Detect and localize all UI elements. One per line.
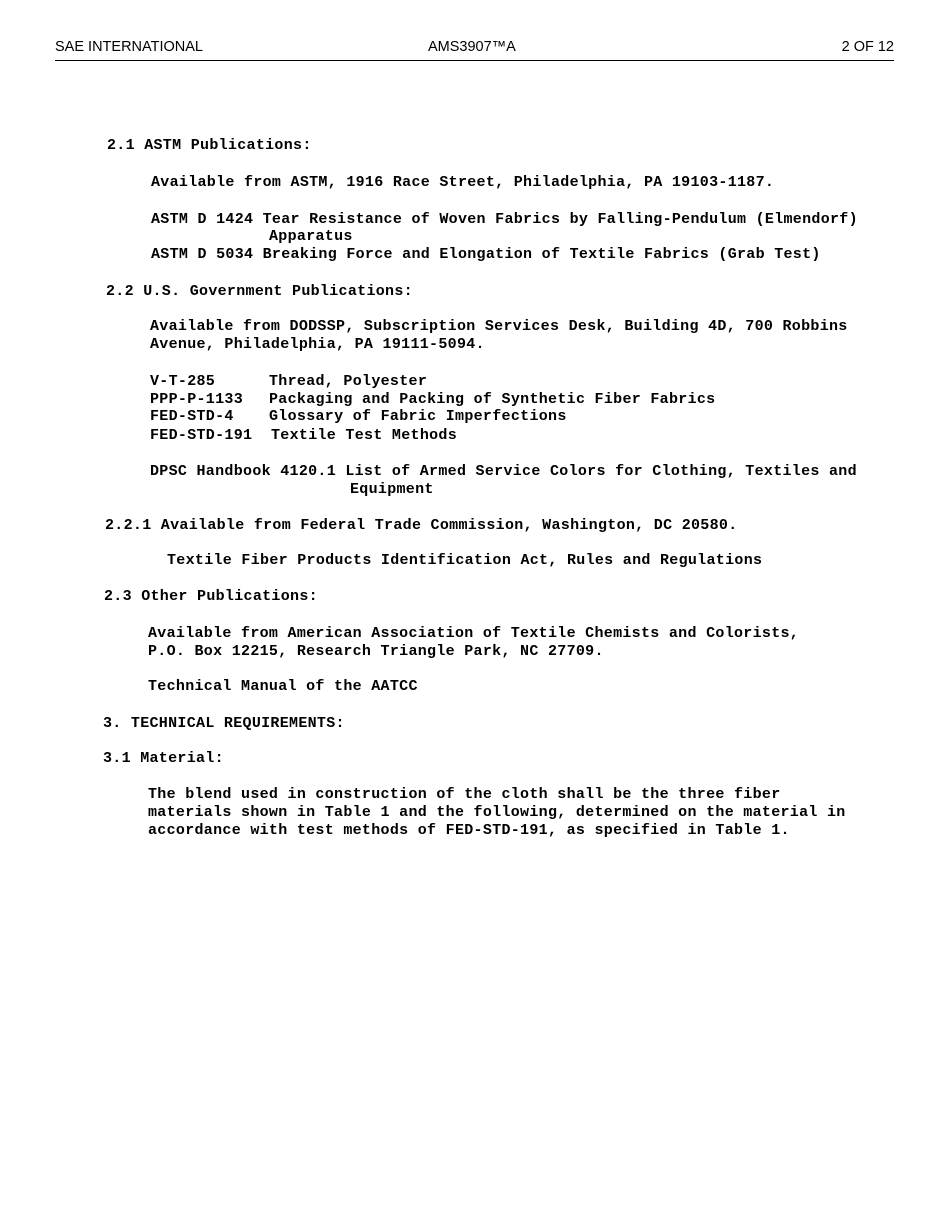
header-doc-number: AMS3907™A [428,39,516,55]
doc-title: Glossary of Fabric Imperfections [269,408,567,425]
section-2-2-available-line2: Avenue, Philadelphia, PA 19111-5094. [150,336,485,353]
ref-astm-d5034: ASTM D 5034 Breaking Force and Elongation of Textile Fabrics (Grab Test) [151,246,821,263]
doc-code: FED-STD-191 [150,427,253,444]
page-header [55,38,894,61]
doc-code: V-T-285 [150,373,216,390]
section-2-3-item: Technical Manual of the AATCC [148,678,418,695]
section-3-1-body-line3: accordance with test methods of FED-STD-191, as specified in Table 1. [148,822,790,839]
doc-title: Textile Test Methods [271,427,458,444]
section-2-3-available-line1: Available from American Association of Textile Chemists and Colorists, [148,625,800,642]
dpsc-handbook-line2: Equipment [350,481,434,498]
section-2-3-available-line2: P.O. Box 12215, Research Triangle Park, NC 27709. [148,643,604,660]
section-2-1-available: Available from ASTM, 1916 Race Street, Philadelphia, PA 19103-1187. [151,174,775,191]
section-2-2-available-line1: Available from DODSSP, Subscription Services Desk, Building 4D, 700 Robbins [150,318,848,335]
section-2-2-heading: 2.2 U.S. Government Publications: [106,283,413,300]
ref-astm-d1424-line1: ASTM D 1424 Tear Resistance of Woven Fabrics by Falling-Pendulum (Elmendorf) [151,211,858,228]
section-2-3-heading: 2.3 Other Publications: [104,588,318,605]
doc-title: Packaging and Packing of Synthetic Fiber Fabrics [269,391,716,408]
section-3-1-body-line1: The blend used in construction of the cloth shall be the three fiber [148,786,781,803]
ref-astm-d1424-line2: Apparatus [269,228,353,245]
dpsc-handbook-line1: DPSC Handbook 4120.1 List of Armed Service Colors for Clothing, Textiles and [150,463,857,480]
header-page-number: 2 OF 12 [841,39,894,55]
doc-code: FED-STD-4 [150,408,234,425]
section-2-2-1-heading: 2.2.1 Available from Federal Trade Commission, Washington, DC 20580. [105,517,738,534]
header-org: SAE INTERNATIONAL [55,39,203,55]
section-3-1-body-line2: materials shown in Table 1 and the following, determined on the material in [148,804,846,821]
section-3-heading: 3. TECHNICAL REQUIREMENTS: [103,715,345,732]
section-2-2-1-item: Textile Fiber Products Identification Act, Rules and Regulations [167,552,763,569]
section-2-1-heading: 2.1 ASTM Publications: [107,137,312,154]
doc-title: Thread, Polyester [269,373,428,390]
section-3-1-heading: 3.1 Material: [103,750,224,767]
doc-code: PPP-P-1133 [150,391,244,408]
